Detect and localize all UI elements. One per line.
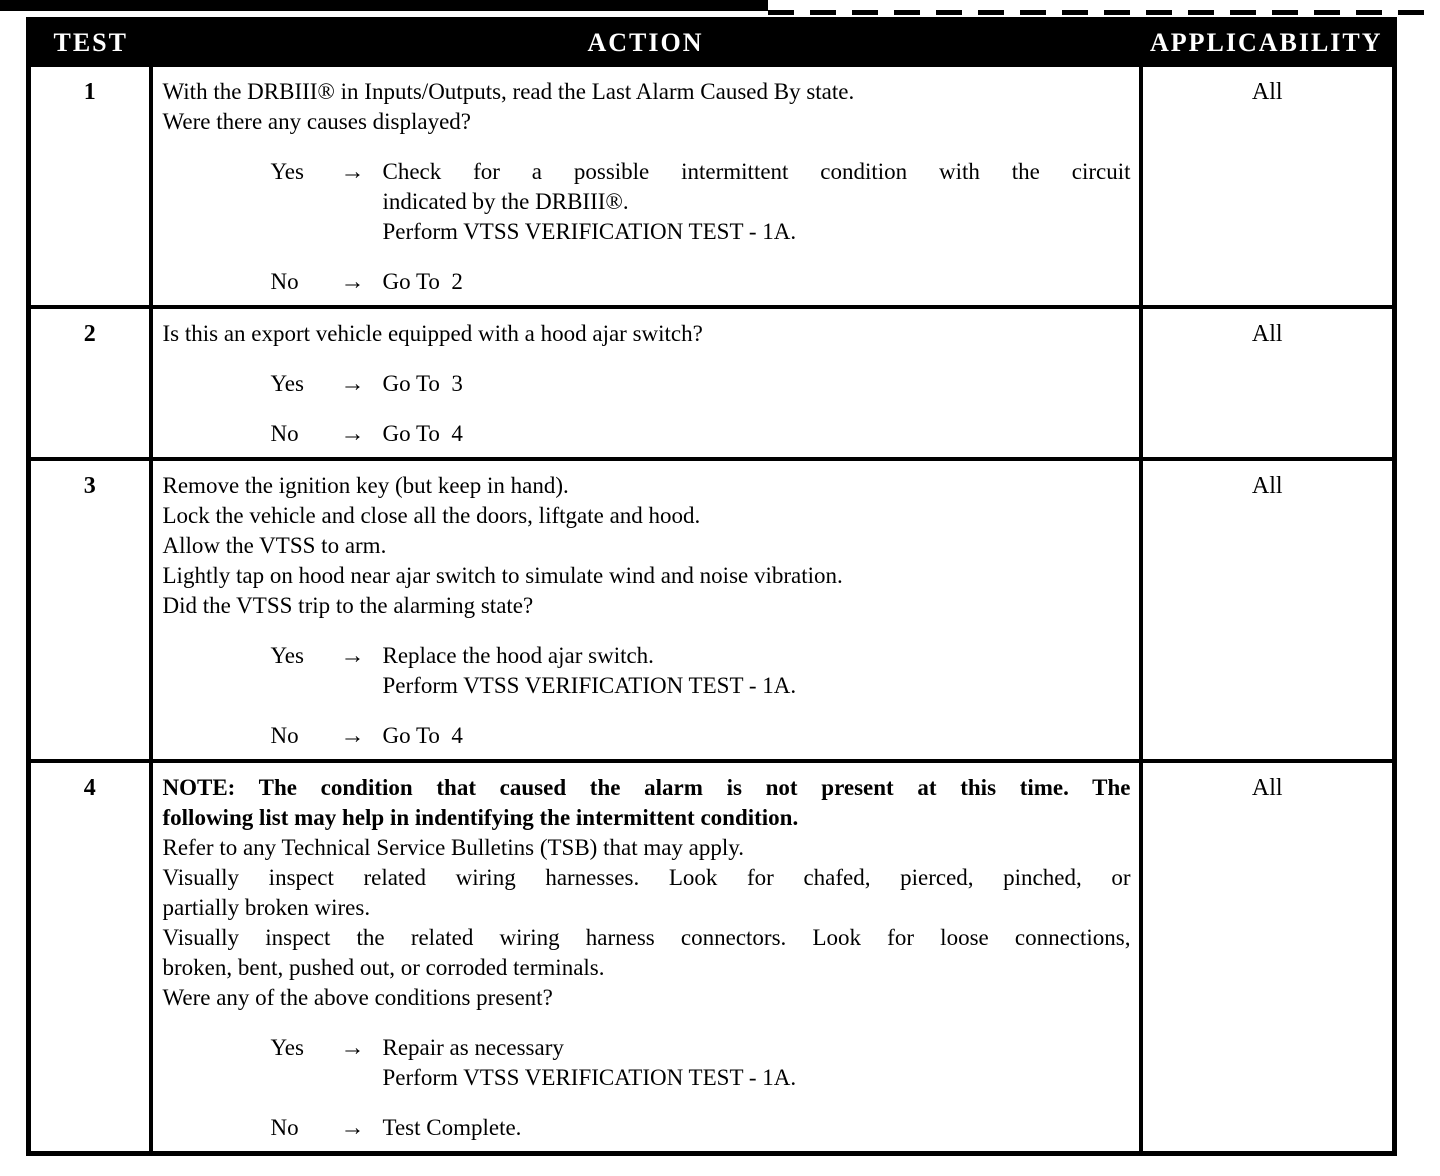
action-cell <box>151 459 1141 761</box>
action-text-line: Remove the ignition key (but keep in hand). <box>162 473 569 498</box>
diagnostic-test-table <box>26 17 1397 1156</box>
result-text-line: Perform VTSS VERIFICATION TEST - 1A. <box>382 219 797 244</box>
branch-result <box>383 369 1131 399</box>
action-text-line: broken, bent, pushed out, or corroded terminals. <box>162 955 605 980</box>
branch-result <box>383 1033 1131 1093</box>
action-text-line: Did the VTSS trip to the alarming state? <box>162 593 534 618</box>
branch-answer: No <box>270 421 299 446</box>
table-header-row <box>29 20 1395 66</box>
action-cell <box>151 307 1141 459</box>
result-text-line: indicated by the DRBIII®. <box>382 189 629 214</box>
table-row <box>29 459 1395 761</box>
branch-result <box>383 157 1131 247</box>
table-row <box>29 307 1395 459</box>
arrow-right-icon: → <box>340 371 365 397</box>
table-row <box>29 761 1395 1154</box>
test-number-cell: 1 <box>29 65 151 307</box>
action-cell <box>151 65 1141 307</box>
decision-branch <box>163 1033 1131 1093</box>
decision-branch <box>163 157 1131 247</box>
test-number-cell: 2 <box>29 307 151 459</box>
decision-branch <box>163 721 1131 751</box>
table-row <box>29 65 1395 307</box>
arrow-right-icon: → <box>340 159 365 185</box>
applicability-cell: All <box>1141 761 1395 1154</box>
column-header-test: TEST <box>29 20 151 66</box>
action-text-line: following list may help in indentifying the intermittent condition. <box>162 805 799 830</box>
result-text-line: Perform VTSS VERIFICATION TEST - 1A. <box>382 673 797 698</box>
decision-branch <box>163 267 1131 297</box>
result-text-line: Test Complete. <box>382 1115 522 1140</box>
result-text-line: Replace the hood ajar switch. <box>382 643 654 668</box>
test-number-cell: 3 <box>29 459 151 761</box>
action-text-line: Refer to any Technical Service Bulletins (TSB) that may apply. <box>162 835 745 860</box>
action-text-line: NOTE: The condition that caused the alarm is not present at this time. The <box>162 775 1131 800</box>
branch-result <box>383 641 1131 701</box>
result-text-line: Go To 4 <box>382 723 463 748</box>
branch-result <box>383 419 1131 449</box>
decision-branch <box>163 641 1131 701</box>
applicability-cell: All <box>1141 459 1395 761</box>
branch-answer: Yes <box>270 371 304 396</box>
result-text-line: Go To 4 <box>382 421 463 446</box>
arrow-right-icon: → <box>340 269 365 295</box>
branch-result <box>383 267 1131 297</box>
column-header-applicability: APPLICABILITY <box>1141 20 1395 66</box>
scan-artifact-dashes <box>768 10 1440 15</box>
action-text-line: Lightly tap on hood near ajar switch to simulate wind and noise vibration. <box>162 563 843 588</box>
scan-artifact-strip <box>0 0 768 11</box>
branch-answer: Yes <box>270 159 304 184</box>
action-text-line: With the DRBIII® in Inputs/Outputs, read the Last Alarm Caused By state. <box>162 79 855 104</box>
branch-answer: Yes <box>270 643 304 668</box>
test-number-cell: 4 <box>29 761 151 1154</box>
decision-branch <box>163 419 1131 449</box>
arrow-right-icon: → <box>340 723 365 749</box>
branch-answer: Yes <box>270 1035 304 1060</box>
action-text-line: Visually inspect related wiring harnesses. Look for chafed, pierced, pinched, or <box>162 865 1131 890</box>
action-text-line: Visually inspect the related wiring harness connectors. Look for loose connections, <box>162 925 1131 950</box>
table-body <box>29 65 1395 1154</box>
action-cell <box>151 761 1141 1154</box>
result-text-line: Check for a possible intermittent condition with the circuit <box>382 159 1131 184</box>
branch-answer: No <box>270 269 299 294</box>
arrow-right-icon: → <box>340 1035 365 1061</box>
arrow-right-icon: → <box>340 421 365 447</box>
action-text-line: Is this an export vehicle equipped with a hood ajar switch? <box>162 321 703 346</box>
arrow-right-icon: → <box>340 643 365 669</box>
arrow-right-icon: → <box>340 1115 365 1141</box>
branch-answer: No <box>270 723 299 748</box>
action-text-line: partially broken wires. <box>162 895 371 920</box>
branch-answer: No <box>270 1115 299 1140</box>
result-text-line: Repair as necessary <box>382 1035 564 1060</box>
action-text-line: Were there any causes displayed? <box>162 109 472 134</box>
branch-result <box>383 1113 1131 1143</box>
result-text-line: Go To 2 <box>382 269 463 294</box>
applicability-cell: All <box>1141 307 1395 459</box>
decision-branch <box>163 369 1131 399</box>
branch-result <box>383 721 1131 751</box>
action-text-line: Were any of the above conditions present? <box>162 985 553 1010</box>
applicability-cell: All <box>1141 65 1395 307</box>
result-text-line: Perform VTSS VERIFICATION TEST - 1A. <box>382 1065 797 1090</box>
result-text-line: Go To 3 <box>382 371 463 396</box>
decision-branch <box>163 1113 1131 1143</box>
action-text-line: Allow the VTSS to arm. <box>162 533 387 558</box>
column-header-action: ACTION <box>151 20 1141 66</box>
action-text-line: Lock the vehicle and close all the doors, liftgate and hood. <box>162 503 701 528</box>
